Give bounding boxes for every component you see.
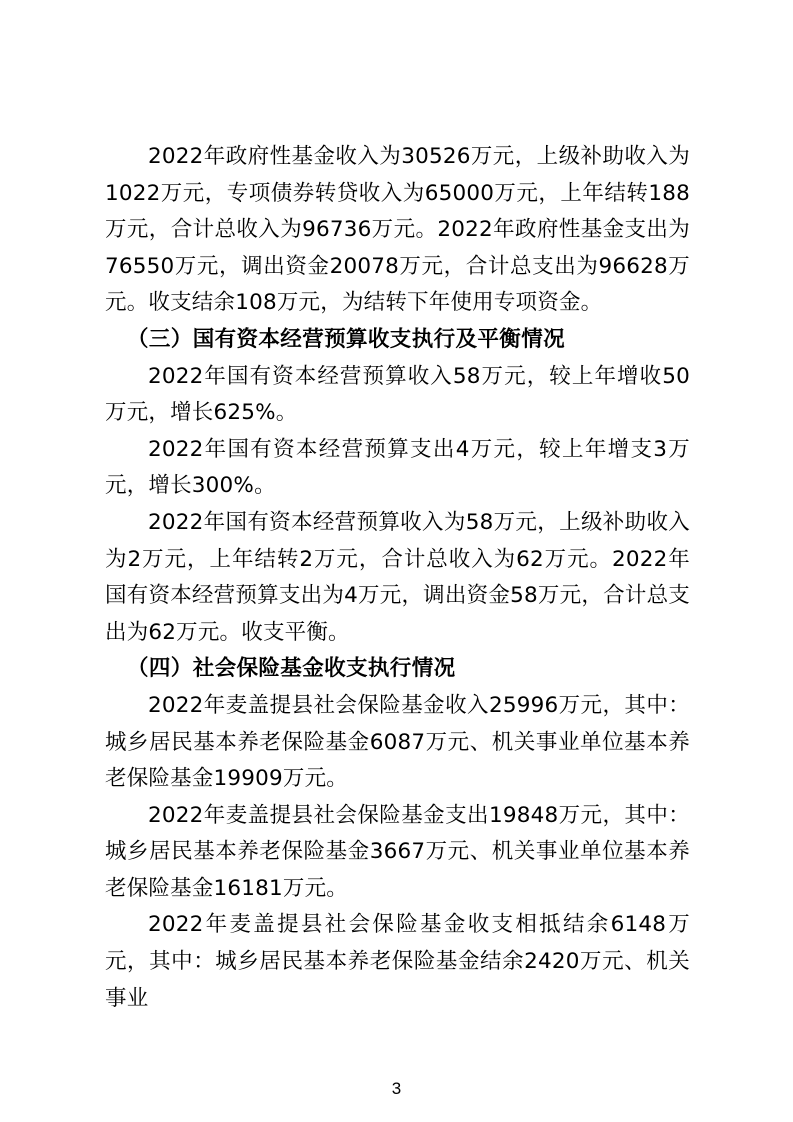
document-body [105,139,690,1017]
paragraph-social-insurance-income: 2022年麦盖提县社会保险基金收入25996万元，其中：城乡居民基本养老保险基金6087万元、机关事业单位基本养老保险基金19909万元。 [105,692,690,792]
section-heading-social-insurance: （四）社会保险基金收支执行情况 [127,656,456,682]
paragraph-social-insurance-expenditure: 2022年麦盖提县社会保险基金支出19848万元，其中：城乡居民基本养老保险基金3667万元、机关事业单位基本养老保险基金16181万元。 [105,802,690,901]
paragraph-state-capital-income: 2022年国有资本经营预算收入58万元，较上年增收50万元，增长625%。 [105,363,690,426]
paragraph-government-fund-summary: 2022年政府性基金收入为30526万元，上级补助收入为1022万元，专项债券转贷收入为65000万元，上年结转188万元，合计总收入为96736万元。2022年政府性基金支出为76550万元，调出资金20078万元，合计总支出为96628万元。收支结余108万元，为结转下年使用专项资金。 [105,144,690,316]
section-heading-state-capital: （三）国有资本经营预算收支执行及平衡情况 [127,326,566,352]
page-number: 3 [391,1079,402,1098]
paragraph-state-capital-expenditure: 2022年国有资本经营预算支出4万元，较上年增支3万元，增长300%。 [105,436,690,499]
paragraph-state-capital-balance: 2022年国有资本经营预算收入为58万元，上级补助收入为2万元，上年结转2万元，合计总收入为62万元。2022年国有资本经营预算支出为4万元，调出资金58万元，合计总支出为62万元。收支平衡。 [105,509,690,645]
paragraph-social-insurance-surplus: 2022年麦盖提县社会保险基金收支相抵结余6148万元，其中：城乡居民基本养老保险基金结余2420万元、机关事业 [105,912,690,1011]
